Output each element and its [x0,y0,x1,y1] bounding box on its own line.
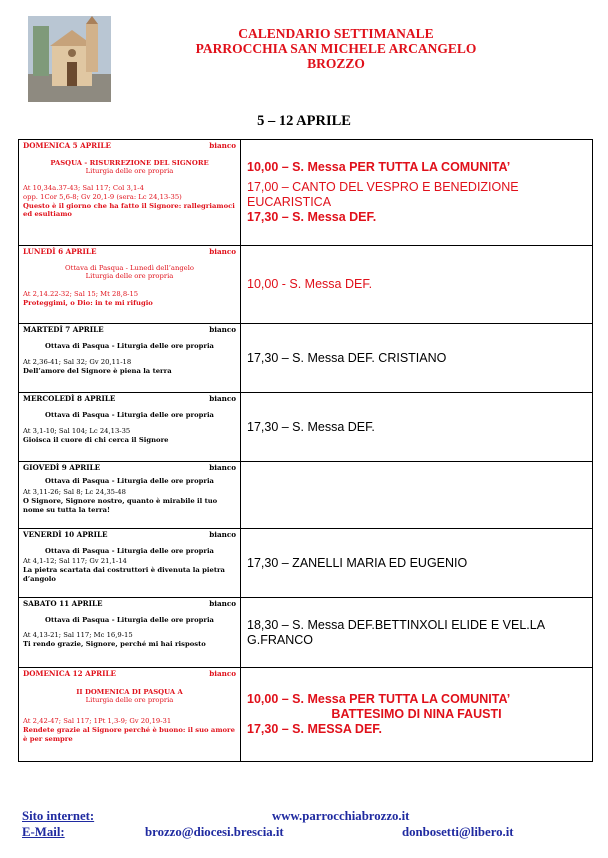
website-link[interactable]: www.parrocchiabrozzo.it [272,809,410,823]
day-header [23,600,236,609]
liturgical-color: bianco [209,141,236,150]
church-photo [28,16,111,102]
event-item: 17,30 – ZANELLI MARIA ED EUGENIO [247,555,468,570]
title-line-3: BROZZO [307,56,365,71]
day-name: GIOVEDÌ 9 APRILE [23,463,101,472]
weekly-calendar-table [18,139,593,762]
footer-website-row [22,809,582,824]
title-line-2: PARROCCHIA SAN MICHELE ARCANGELO [195,41,477,56]
day-row [19,140,593,246]
church-icon [28,16,111,102]
page-title [186,26,486,71]
events-cell [241,324,593,393]
feast-name: Ottava di Pasqua - Liturgia delle ore propria [45,615,214,624]
day-header [23,395,236,404]
day-cell [19,140,241,246]
events-cell [241,668,593,762]
readings: At 2,14.22-32; Sal 15; Mt 28,8-15 [23,290,139,299]
event-item: 10,00 – S. Messa PER TUTTA LA COMUNITA’ [247,160,511,174]
antiphon: Proteggimi, o Dio: in te mi rifugio [23,298,153,307]
feast-name: Ottava di Pasqua - Liturgia delle ore propria [45,476,214,485]
day-name: SABATO 11 APRILE [23,599,103,608]
feast-name: Ottava di Pasqua - Liturgia delle ore propria [45,410,214,419]
liturgical-color: bianco [209,669,236,678]
event-item: 17,00 – CANTO DEL VESPRO E BENEDIZIONE EUCARISTICA [247,180,519,209]
event-item: 18,30 – S. Messa DEF.BETTINXOLI ELIDE E VEL.LA G.FRANCO [247,617,545,647]
readings: At 3,11-26; Sal 8; Lc 24,35-48 [23,488,126,497]
event-item: 10,00 - S. Messa DEF. [247,277,373,291]
antiphon: Questo è il giorno che ha fatto il Signore: rallegriamoci ed esultiamo [23,201,235,219]
day-cell [19,246,241,324]
day-header [23,670,236,679]
readings: At 10,34a.37-43; Sal 117; Col 3,1-4 [23,184,144,193]
readings: At 4,1-12; Sal 117; Gv 21,1-14 [23,557,127,566]
day-cell [19,324,241,393]
day-name: DOMENICA 12 APRILE [23,669,117,678]
liturgical-color: bianco [209,247,236,256]
antiphon: Dell’amore del Signore è piena la terra [23,367,172,376]
email-label: E-Mail: [22,825,65,839]
liturgy-note: Liturgia delle ore propria [85,167,174,176]
liturgy-note: Liturgia delle ore propria [85,272,174,281]
day-header [23,142,236,151]
email-link-2[interactable]: donbosetti@libero.it [402,825,514,839]
day-cell [19,668,241,762]
events-cell [241,393,593,462]
liturgical-color: bianco [209,325,236,334]
events-cell [241,598,593,668]
day-header [23,464,236,473]
feast-name: PASQUA - RISURREZIONE DEL SIGNORE [50,158,209,167]
day-header [23,326,236,335]
day-row [19,462,593,529]
day-row [19,393,593,462]
liturgical-color: bianco [209,463,236,472]
day-cell [19,393,241,462]
day-name: DOMENICA 5 APRILE [23,141,112,150]
footer-email-row [22,825,582,840]
events-cell [241,140,593,246]
antiphon: Ti rendo grazie, Signore, perché mi hai risposto [23,640,206,649]
readings: At 3,1-10; Sal 104; Lc 24,13-35 [23,427,131,436]
feast-name: Ottava di Pasqua - Liturgia delle ore propria [45,341,214,350]
day-row [19,246,593,324]
readings: At 2,42-47; Sal 117; 1Pt 1,3-9; Gv 20,19-31 [23,717,172,726]
email-link-1[interactable]: brozzo@diocesi.brescia.it [145,825,284,839]
day-header [23,531,236,540]
events-cell [241,246,593,324]
feast-name: Ottava di Pasqua - Liturgia delle ore propria [45,546,214,555]
event-item: 10,00 – S. Messa PER TUTTA LA COMUNITA’ [247,692,511,706]
day-row [19,324,593,393]
day-header [23,248,236,257]
liturgy-note: Liturgia delle ore propria [85,696,174,705]
events-cell [241,462,593,529]
day-row [19,598,593,668]
event-item: 17,30 – S. Messa DEF. [247,419,375,434]
readings-alt: opp. 1Cor 5,6-8; Gv 20,1-9 (sera: Lc 24,13-35) [23,192,182,201]
event-item: 17,30 – S. Messa DEF. CRISTIANO [247,350,447,365]
event-item: 17,30 – S. Messa DEF. [247,210,377,224]
title-line-1: CALENDARIO SETTIMANALE [238,26,434,41]
liturgical-color: bianco [209,530,236,539]
day-name: VENERDÌ 10 APRILE [23,530,108,539]
day-cell [19,598,241,668]
day-cell [19,462,241,529]
day-cell [19,529,241,598]
feast-name: II DOMENICA DI PASQUA A [76,687,183,696]
antiphon: La pietra scartata dai costruttori è divenuta la pietra d’angolo [23,566,225,583]
liturgical-color: bianco [209,394,236,403]
date-range: 5 – 12 APRILE [257,113,351,129]
event-item: BATTESIMO DI NINA FAUSTI [331,707,502,721]
day-row [19,668,593,762]
day-name: MERCOLEDÌ 8 APRILE [23,394,116,403]
antiphon: Rendete grazie al Signore perché è buono: il suo amore è per sempre [23,725,235,743]
day-name: LUNEDÌ 6 APRILE [23,247,97,256]
day-name: MARTEDÌ 7 APRILE [23,325,104,334]
event-item: 17,30 – S. MESSA DEF. [247,722,383,736]
antiphon: O Signore, Signore nostro, quanto è mirabile il tuo nome su tutta la terra! [23,497,218,514]
antiphon: Gioisca il cuore di chi cerca il Signore [23,436,169,445]
events-cell [241,529,593,598]
day-row [19,529,593,598]
readings: At 2,36-41; Sal 32; Gv 20,11-18 [23,358,132,367]
feast-name: Ottava di Pasqua - Lunedì dell’angelo [65,263,194,272]
liturgical-color: bianco [209,599,236,608]
website-label: Sito internet: [22,809,95,823]
readings: At 4,13-21; Sal 117; Mc 16,9-15 [23,631,133,640]
